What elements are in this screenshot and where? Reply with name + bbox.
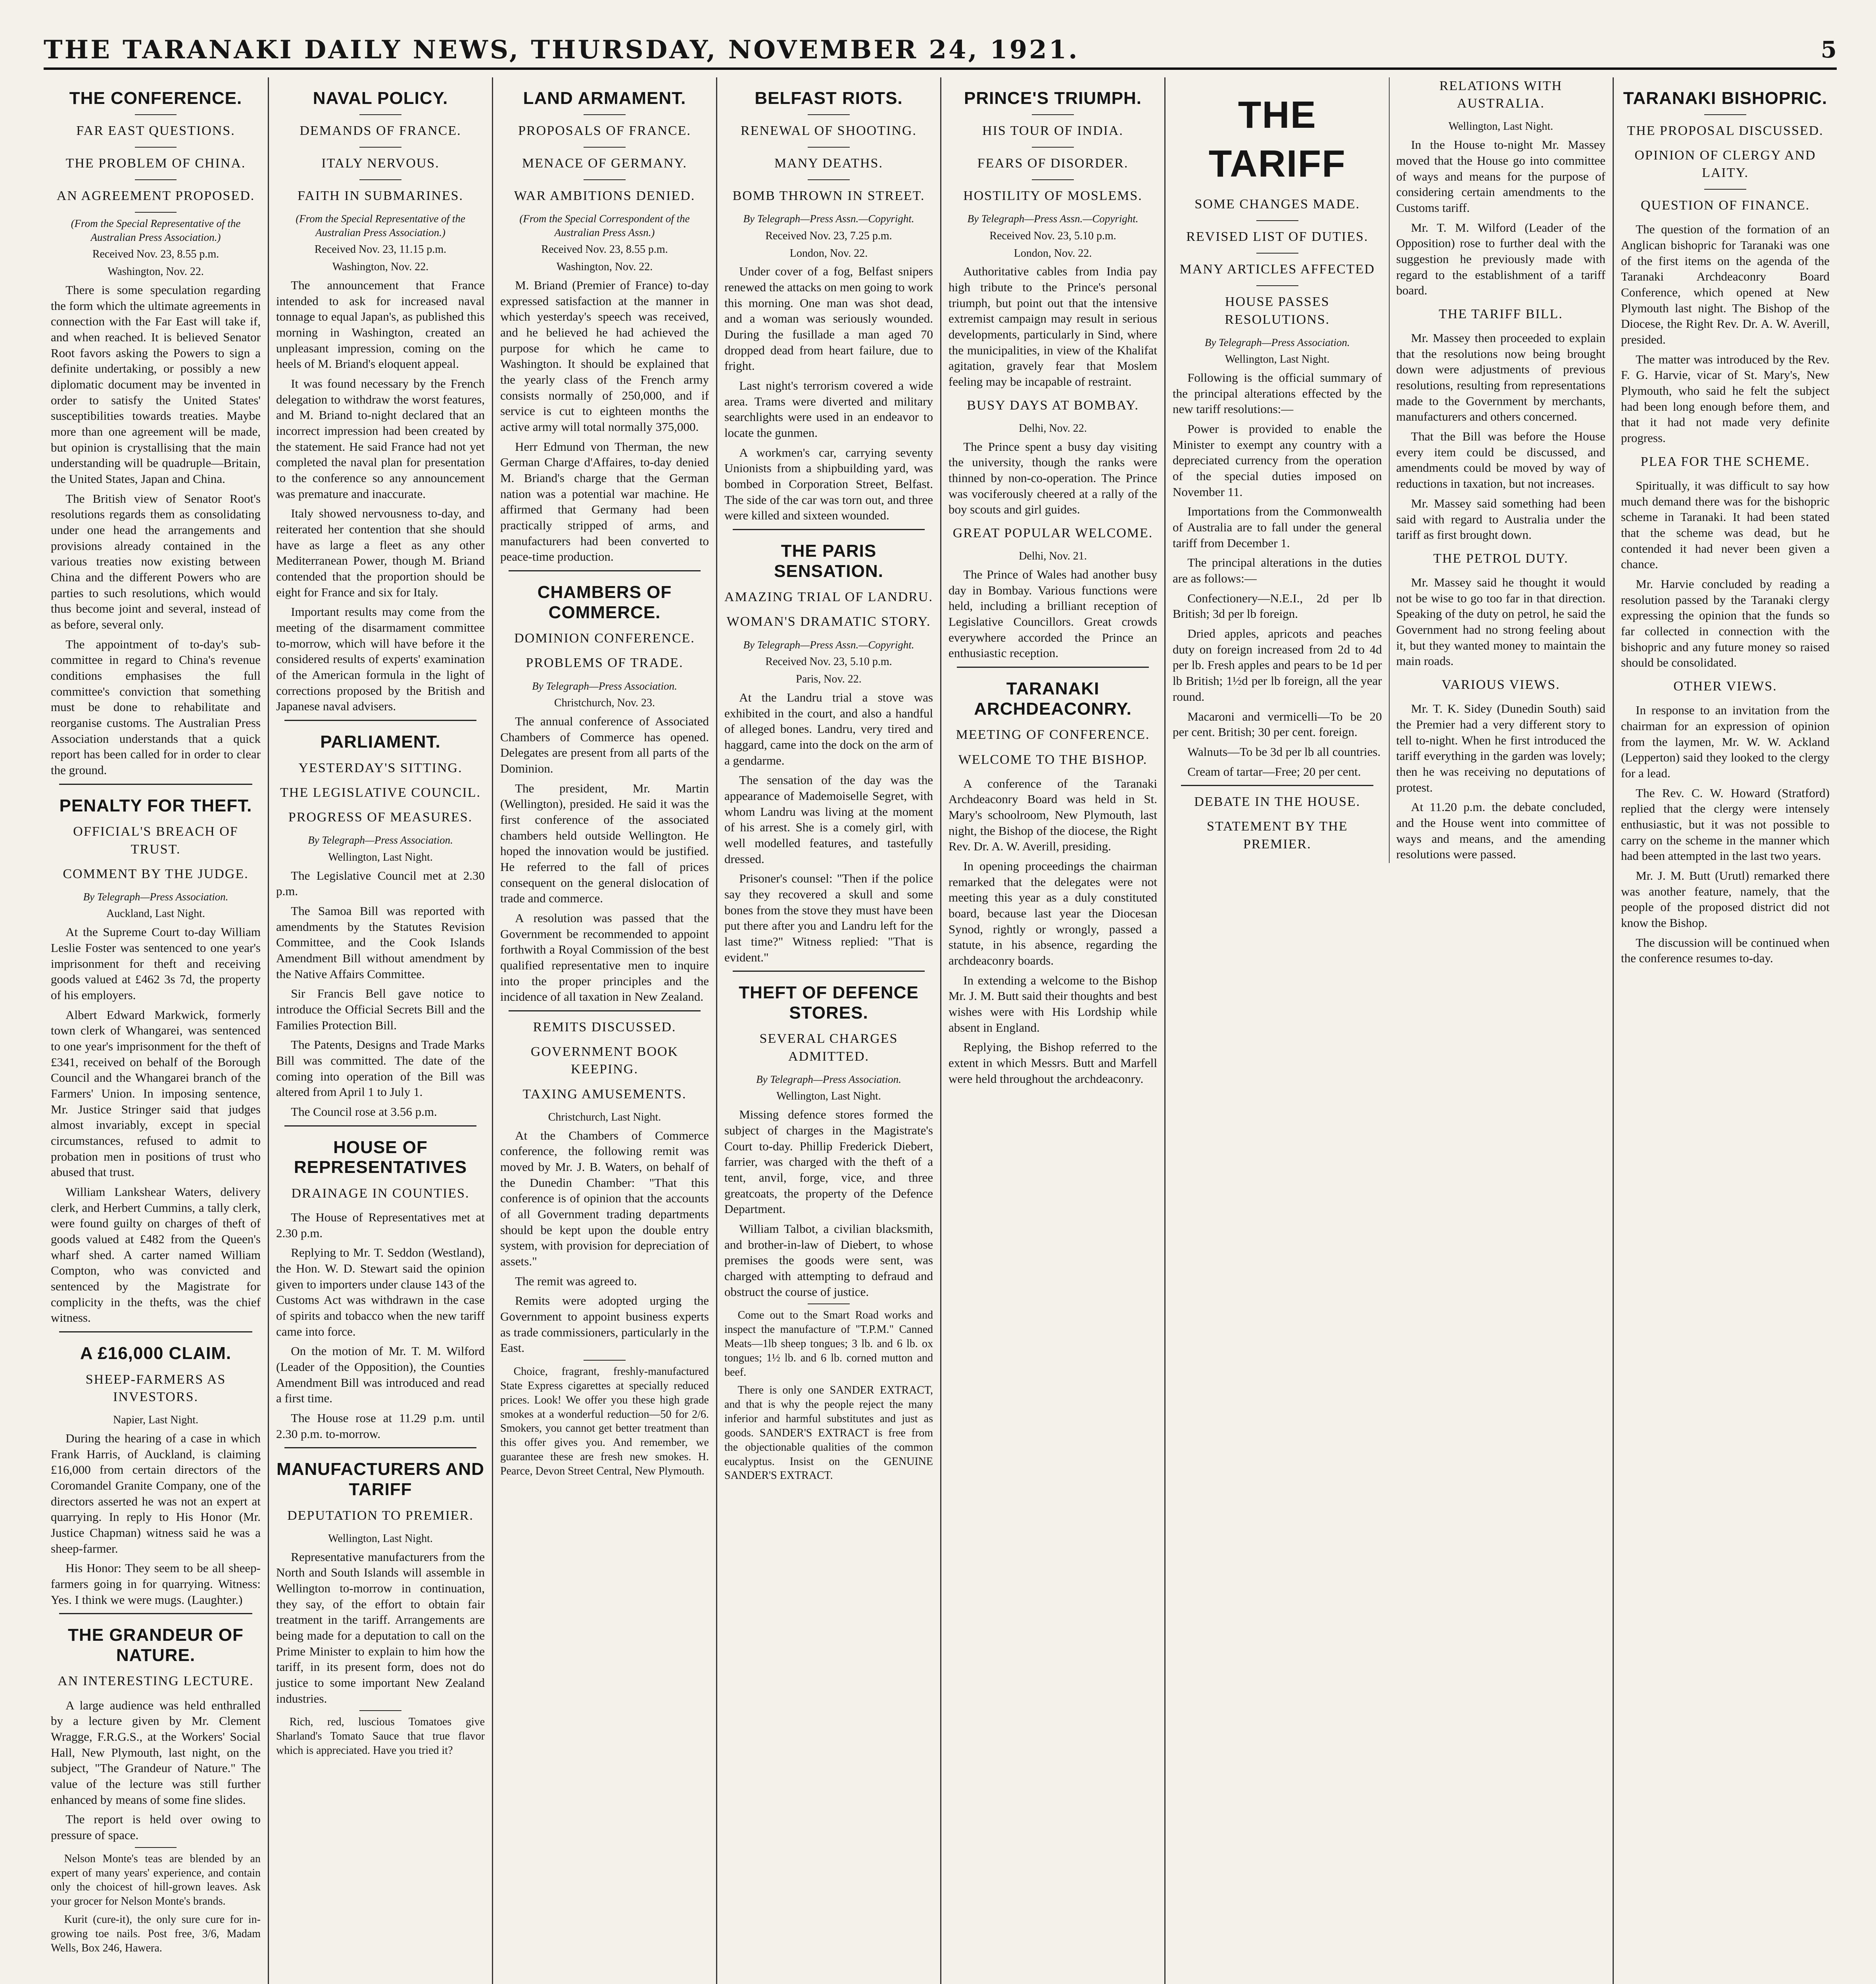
article-paragraph: Mr. Massey said he thought it would not be wise to go too far in that direction. Speaking of the duty on petrol, he said the Government had no strong feeling about it, but they wanted money to maintain the main roads. bbox=[1396, 575, 1605, 668]
headline-naval-policy: NAVAL POLICY. bbox=[313, 88, 448, 108]
article-paragraph: During the hearing of a case in which Frank Harris, of Auckland, is claiming £16,000 from certain directors of the Coromandel Granite Company, one of the directors asserted he was not an expert at quarrying. In reply to His Honor (Mr. Justice Chapman) witness said he was a sheep-farmer. bbox=[51, 1431, 261, 1555]
subhead: COMMENT BY THE JUDGE. bbox=[63, 866, 249, 881]
article-paragraph: Dried apples, apricots and peaches duty on foreign increased from 2d to 4d per lb. Fresh apples and pears to be 1d per lb British; 1½d per lb foreign, all the year round. bbox=[1173, 627, 1382, 704]
advertisement: Come out to the Smart Road works and inspect the manufacture of "T.P.M." Canned Meats—1lb sheep tongues; 3 lb. and 6 lb. ox tongues; 1½ lb. and 6 lb. corned mutton and beef. bbox=[724, 1309, 933, 1378]
divider bbox=[584, 114, 625, 115]
article-paragraph: A workmen's car, carrying seventy Unionists from a shipbuilding yard, was bombed in Corporation Street, Belfast. The side of the car was torn out, and three were killed and sixteen wounded. bbox=[724, 445, 933, 523]
subhead: MANY DEATHS. bbox=[774, 156, 883, 171]
divider bbox=[509, 1010, 701, 1011]
dateline: London, Nov. 22. bbox=[1014, 247, 1092, 260]
article-paragraph: The matter was introduced by the Rev. F. G. Harvie, vicar of St. Mary's, New Plymouth, who said he felt the subject had been long enough before them, and that it had not made very definite progress. bbox=[1621, 352, 1830, 445]
headline-princes-triumph: PRINCE'S TRIUMPH. bbox=[964, 88, 1142, 108]
divider bbox=[359, 1710, 401, 1711]
article-paragraph: Cream of tartar—Free; 20 per cent. bbox=[1187, 764, 1361, 779]
article-paragraph: The president, Mr. Martin (Wellington), presided. He said it was the first conference of the associated chambers held outside Wellington. He hoped the innovation would be justified. He referred to the fall of prices consequent on the general dislocation of trade and commerce. bbox=[500, 781, 709, 905]
subhead: REMITS DISCUSSED. bbox=[533, 1020, 676, 1035]
article-paragraph: The British view of Senator Root's resolutions regards them as consolidating under one head the arrangements and provisions already contained in the various treaties now existing between China and the different Powers who are parties to such resolutions, which would thus become joint and several, instead of as before, several only. bbox=[51, 491, 261, 632]
subhead: VARIOUS VIEWS. bbox=[1441, 677, 1560, 692]
headline-parliament: PARLIAMENT. bbox=[320, 732, 441, 752]
subhead: WOMAN'S DRAMATIC STORY. bbox=[726, 614, 931, 629]
subhead: OTHER VIEWS. bbox=[1673, 679, 1777, 694]
divider bbox=[135, 114, 177, 115]
article-paragraph: The discussion will be continued when the conference resumes to-day. bbox=[1621, 935, 1830, 965]
page-number: 5 bbox=[1820, 36, 1837, 63]
dateline: Wellington, Last Night. bbox=[1225, 353, 1330, 366]
divider bbox=[1032, 147, 1073, 148]
article-paragraph: Mr. T. K. Sidey (Dunedin South) said the Premier had a very different story to tell to-night. When he first introduced the tariff everything in the garden was lovely; then he was receiving no deputations of protest. bbox=[1396, 702, 1605, 794]
byline: By Telegraph—Press Association. bbox=[756, 1073, 901, 1085]
divider bbox=[733, 971, 925, 972]
subhead: PROBLEMS OF TRADE. bbox=[526, 656, 684, 671]
divider bbox=[284, 1125, 476, 1127]
headline-taranaki-archdeaconry: TARANAKI ARCHDEACONRY. bbox=[974, 679, 1132, 719]
divider bbox=[59, 1331, 252, 1332]
subhead: THE LEGISLATIVE COUNCIL. bbox=[280, 785, 481, 800]
subhead: DEMANDS OF FRANCE. bbox=[300, 123, 461, 138]
article-paragraph: Walnuts—To be 3d per lb all countries. bbox=[1187, 744, 1381, 759]
article-paragraph: The Rev. C. W. Howard (Stratford) replied that the clergy were intensely enthusiastic, but it was not possible to carry on the scheme in the manner which had been attempted in the last two years. bbox=[1621, 786, 1830, 863]
article-paragraph: At the Supreme Court to-day William Leslie Foster was sentenced to one year's imprisonment for theft and receiving goods valued at £462 3s 7d, the property of his employers. bbox=[51, 925, 261, 1002]
dateline: Christchurch, Nov. 23. bbox=[554, 697, 655, 709]
divider bbox=[1256, 253, 1298, 254]
subhead: FEARS OF DISORDER. bbox=[977, 156, 1129, 171]
subhead: THE PROPOSAL DISCUSSED. bbox=[1627, 123, 1824, 138]
article-paragraph: Representative manufacturers from the North and South Islands will assemble in Wellington to-morrow in continuation, they say, of the effort to obtain fair treatment in the tariff. Arrangements are being made for a deputation to call on the Prime Minister to explain to him how the tariff, in its present form, does not do justice to some important New Zealand industries. bbox=[276, 1550, 485, 1705]
article-paragraph: The Patents, Designs and Trade Marks Bill was committed. The date of the coming into operation of the Bill was altered from April 1 to July 1. bbox=[276, 1038, 485, 1099]
divider bbox=[584, 1360, 625, 1361]
subhead: OFFICIAL'S BREACH OF TRUST. bbox=[73, 824, 238, 857]
subhead: PLEA FOR THE SCHEME. bbox=[1640, 454, 1810, 469]
subhead: MEETING OF CONFERENCE. bbox=[956, 727, 1150, 742]
article-paragraph: The Legislative Council met at 2.30 p.m. bbox=[276, 868, 485, 898]
article-paragraph: The House rose at 11.29 p.m. until 2.30 p.m. to-morrow. bbox=[276, 1411, 485, 1441]
article-paragraph: Prisoner's counsel: "Then if the police say they recovered a skull and some bones from the stove they must have been put there after you and Landru left for the last time?" Witness replied: "That is evident." bbox=[724, 871, 933, 964]
article-paragraph: Mr. Massey then proceeded to explain that the resolutions now being brought down were adjustments of previous resolutions, resulting from representations made to the Government by merchants, manufacturers and others concerned. bbox=[1396, 331, 1605, 424]
divider bbox=[1704, 189, 1746, 190]
byline: By Telegraph—Press Association. bbox=[83, 890, 228, 903]
headline-theft-of-defence-stores: THEFT OF DEFENCE STORES. bbox=[739, 983, 919, 1023]
article-paragraph: There is some speculation regarding the form which the ultimate agreements in connection with the Far East will take if, and when reached. It is believed Senator Root favors asking the Powers to sign a definite undertaking, or possibly a new diplomatic document may be invented in order to satisfy the United States' susceptibilities towards treaties. Maybe more than one agreement will be made, but opinion is crystallising that the main understanding will be quadruple—Britain, the United States, Japan and China. bbox=[51, 283, 261, 486]
subhead: SEVERAL CHARGES ADMITTED. bbox=[759, 1031, 898, 1064]
subhead: MENACE OF GERMANY. bbox=[522, 156, 687, 171]
divider bbox=[1704, 114, 1746, 115]
divider bbox=[733, 529, 925, 530]
divider bbox=[808, 1303, 849, 1304]
column-land-armament bbox=[492, 77, 716, 1984]
columns bbox=[44, 77, 1837, 1984]
byline: (From the Special Correspondent of the Australian Press Assn.) bbox=[519, 213, 690, 238]
headline-belfast-riots: BELFAST RIOTS. bbox=[755, 88, 903, 108]
headline-grandeur-of-nature: THE GRANDEUR OF NATURE. bbox=[68, 1625, 244, 1665]
subhead: HOSTILITY OF MOSLEMS. bbox=[963, 188, 1142, 203]
divider bbox=[1181, 785, 1373, 786]
subhead: BOMB THROWN IN STREET. bbox=[732, 188, 925, 203]
advertisement: There is only one SANDER EXTRACT, and that is why the people reject the many inferior and harmful substitutes and just as goods. SANDER'S EXTRACT is free from the objectionable qualities of the common eucalyptus. Insist on the GENUINE SANDER'S EXTRACT. bbox=[724, 1384, 933, 1482]
received-line: Received Nov. 23, 11.15 p.m. bbox=[314, 243, 447, 256]
article-paragraph: It was found necessary by the French delegation to withdraw the worst features, and M. Briand to-night declared that an incorrect impression had been created by the statement. He said France had not yet completed the naval plan for presentation to the conference so any announcement was premature and inaccurate. bbox=[276, 376, 485, 501]
article-paragraph: Mr. J. M. Butt (Urutl) remarked there was another feature, namely, that the people of the proposed district did not know the Bishop. bbox=[1621, 868, 1830, 930]
divider bbox=[359, 179, 401, 180]
article-paragraph: Last night's terrorism covered a wide area. Trams were diverted and military searchlights were used in an endeavor to locate the gunmen. bbox=[724, 379, 933, 440]
divider bbox=[808, 179, 849, 180]
subhead: THE TARIFF BILL. bbox=[1438, 306, 1563, 321]
column-conference bbox=[44, 77, 268, 1984]
received-line: Received Nov. 23, 8.55 p.m. bbox=[92, 248, 219, 261]
dateline: Wellington, Last Night. bbox=[776, 1090, 881, 1103]
received-line: Received Nov. 23, 5.10 p.m. bbox=[989, 229, 1116, 242]
divider bbox=[135, 147, 177, 148]
masthead-title: THE TARANAKI DAILY NEWS, THURSDAY, NOVEMBER 24, 1921. bbox=[44, 35, 1079, 65]
headline-penalty-for-theft: PENALTY FOR THEFT. bbox=[59, 796, 252, 815]
article-paragraph: Italy showed nervousness to-day, and reiterated her contention that she should have as large a fleet as any other Mediterranean Power, though M. Briand contended that the proportion should be eight for France and six for Italy. bbox=[276, 506, 485, 599]
byline: By Telegraph—Press Association. bbox=[1204, 336, 1350, 348]
subhead: PROPOSALS OF FRANCE. bbox=[518, 123, 691, 138]
divider bbox=[1032, 114, 1073, 115]
article-paragraph: The appointment of to-day's sub-committee in regard to China's revenue conditions emphasises the full committee's conviction that something must be done to rehabilitate and reorganise customs. The Australian Press Association understands that a quick report has been called for in order to clear the ground. bbox=[51, 637, 261, 777]
column-taranaki-bishopric bbox=[1613, 77, 1837, 1984]
subhead: HIS TOUR OF INDIA. bbox=[982, 123, 1123, 138]
headline-paris-sensation: THE PARIS SENSATION. bbox=[774, 541, 883, 581]
article-paragraph: The report is held over owing to pressure of space. bbox=[51, 1812, 261, 1842]
byline: (From the Special Representative of the Australian Press Association.) bbox=[296, 213, 465, 238]
byline: By Telegraph—Press Association. bbox=[308, 834, 453, 846]
article-paragraph: The Prince spent a busy day visiting the university, though the ranks were thinned by non-co-operation. The Prince was vociferously cheered at a rally of the boy scouts and girl guides. bbox=[949, 439, 1157, 517]
article-paragraph: That the Bill was before the House every item could be discussed, and amendments could be moved by way of reductions in taxation, but not increases. bbox=[1396, 429, 1605, 491]
article-paragraph: M. Briand (Premier of France) to-day expressed satisfaction at the manner in which yesterday's speech was received, and he believed he had achieved the purpose for which he came to Washington. It should be explained that the yearly class of the French army consists normally of 250,000, and if service is cut to eighteen months the active army will total normally 375,000. bbox=[500, 278, 709, 434]
subhead: SOME CHANGES MADE. bbox=[1194, 196, 1360, 211]
article-paragraph: A conference of the Taranaki Archdeaconry Board was held in St. Mary's schoolroom, New Plymouth, last night, the Bishop of the diocese, the Right Rev. Dr. A. W. Averill, presiding. bbox=[949, 776, 1157, 854]
subhead: RENEWAL OF SHOOTING. bbox=[741, 123, 917, 138]
article-paragraph: A large audience was held enthralled by a lecture given by Mr. Clement Wragge, F.R.G.S., at the Workers' Social Hall, New Plymouth, last night, on the subject, "The Grandeur of Nature." The value of the lecture was still further enhanced by means of some fine slides. bbox=[51, 1698, 261, 1807]
subhead: DEBATE IN THE HOUSE. bbox=[1194, 794, 1361, 809]
advertisement: Kurit (cure-it), the only sure cure for in-growing toe nails. Post free, 3/6, Madam Wells, Box 246, Hawera. bbox=[51, 1913, 261, 1954]
headline-claim: A £16,000 CLAIM. bbox=[80, 1344, 232, 1363]
article-paragraph: Confectionery—N.E.I., 2d per lb British; 3d per lb foreign. bbox=[1173, 591, 1382, 621]
dateline: Christchurch, Last Night. bbox=[548, 1111, 661, 1123]
article-paragraph: Herr Edmund von Therman, the new German Charge d'Affaires, to-day denied M. Briand's charge that the German nation was a potential war machine. He affirmed that Germany had been practically stripped of arms, and manufacturers had been converted to peace-time production. bbox=[500, 439, 709, 564]
subhead: DRAINAGE IN COUNTIES. bbox=[291, 1186, 470, 1201]
divider bbox=[59, 784, 252, 785]
article-paragraph: Authoritative cables from India pay high tribute to the Prince's personal triumph, but point out that the intensive extremist campaign may result in serious developments, particularly in Sind, where the municipalities, in view of the Khalifat agitation, gravely fear that Moslem feeling may be incapable of restraint. bbox=[949, 264, 1157, 389]
article-paragraph: At 11.20 p.m. the debate concluded, and the House went into committee of ways and means, and the amending resolutions were passed. bbox=[1396, 800, 1605, 861]
article-paragraph: Mr. Harvie concluded by reading a resolution passed by the Taranaki clergy expressing the opinion that the funds so far collected in connection with the bishopric and any future money so raised should be consolidated. bbox=[1621, 577, 1830, 670]
subhead: WELCOME TO THE BISHOP. bbox=[958, 752, 1148, 767]
article-paragraph: Replying, the Bishop referred to the extent in which Messrs. Butt and Marfell were held throughout the archdeaconry. bbox=[949, 1040, 1157, 1086]
divider bbox=[359, 114, 401, 115]
article-paragraph: Following is the official summary of the principal alterations effected by the new tariff resolutions:— bbox=[1173, 371, 1382, 416]
article-paragraph: Missing defence stores formed the subject of charges in the Magistrate's Court to-day. Phillip Frederick Diebert, farrier, was charged with the theft of a tent, anvil, forge, vice, and three greatcoats, the property of the Defence Department. bbox=[724, 1107, 933, 1216]
received-line: Received Nov. 23, 5.10 p.m. bbox=[765, 656, 892, 668]
divider bbox=[359, 147, 401, 148]
article-paragraph: Important results may come from the meeting of the disarmament committee to-morrow, which will have before it the considered results of experts' examination of the American formula in the light of corrections proposed by the British and Japanese naval advisers. bbox=[276, 605, 485, 713]
article-paragraph: At the Chambers of Commerce conference, the following remit was moved by Mr. J. B. Waters, on behalf of the Dunedin Chamber: "That this conference is of opinion that the accounts of all Government trading departments should be kept upon the double entry system, with provision for depreciation of assets." bbox=[500, 1128, 709, 1268]
dateline: London, Nov. 22. bbox=[789, 247, 868, 260]
subhead: PROGRESS OF MEASURES. bbox=[288, 810, 473, 825]
article-paragraph: On the motion of Mr. T. M. Wilford (Leader of the Opposition), the Counties Amendment Bill was introduced and read a first time. bbox=[276, 1344, 485, 1405]
received-line: Received Nov. 23, 8.55 p.m. bbox=[541, 243, 668, 256]
divider bbox=[808, 147, 849, 148]
advertisement: Nelson Monte's teas are blended by an expert of many years' experience, and contain only the choicest of hill-grown leaves. Ask your grocer for Nelson Monte's brands. bbox=[51, 1852, 261, 1908]
divider bbox=[808, 114, 849, 115]
subhead: STATEMENT BY THE PREMIER. bbox=[1207, 819, 1348, 852]
headline-manufacturers-and-tariff: MANUFACTURERS AND TARIFF bbox=[277, 1459, 484, 1500]
article-paragraph: The Council rose at 3.56 p.m. bbox=[291, 1104, 437, 1119]
article-paragraph: The Prince of Wales had another busy day in Bombay. Various functions were held, including a brilliant reception of Legislative Councillors. Great crowds everywhere accorded the Prince an enthusiastic reception. bbox=[949, 567, 1157, 660]
article-paragraph: The House of Representatives met at 2.30 p.m. bbox=[276, 1210, 485, 1240]
byline: By Telegraph—Press Assn.—Copyright. bbox=[967, 213, 1139, 225]
headline-taranaki-bishopric: TARANAKI BISHOPRIC. bbox=[1623, 88, 1828, 108]
article-paragraph: William Lankshear Waters, delivery clerk, and Herbert Cummins, a tally clerk, were found guilty on charges of theft of goods valued at £482 from the Queen's wharf shed. A carter named William Compton, who was convicted and sentenced by the Magistrate for complicity in the thefts, was the chief witness. bbox=[51, 1185, 261, 1325]
dateline: Washington, Nov. 22. bbox=[108, 265, 204, 278]
article-paragraph: Power is provided to enable the Minister to exempt any country with a depreciated currency from the operation of the special duties imposed on November 11. bbox=[1173, 422, 1382, 499]
masthead bbox=[44, 32, 1837, 70]
headline-chambers-of-commerce: CHAMBERS OF COMMERCE. bbox=[537, 583, 672, 622]
divider bbox=[1256, 285, 1298, 286]
divider bbox=[59, 1613, 252, 1614]
subhead: AMAZING TRIAL OF LANDRU. bbox=[724, 590, 933, 605]
article-paragraph: The remit was agreed to. bbox=[515, 1274, 637, 1288]
headline-house-of-representatives: HOUSE OF REPRESENTATIVES bbox=[294, 1137, 467, 1177]
dateline: Wellington, Last Night. bbox=[1448, 120, 1553, 133]
subhead: THE PROBLEM OF CHINA. bbox=[65, 156, 246, 171]
article-paragraph: Mr. T. M. Wilford (Leader of the Opposition) rose to further deal with the suggestion he previously made with regard to the establishment of a tariff board. bbox=[1396, 220, 1605, 298]
subhead: BUSY DAYS AT BOMBAY. bbox=[967, 398, 1139, 413]
column-the-tariff bbox=[1164, 77, 1613, 1984]
article-paragraph: At the Landru trial a stove was exhibited in the court, and also a handful of alleged bones. Landru, very tired and haggard, came into the dock on the arm of a gendarme. bbox=[724, 690, 933, 767]
subhead: OPINION OF CLERGY AND LAITY. bbox=[1634, 148, 1816, 180]
article-paragraph: Mr. Massey said something had been said with regard to Australia under the tariff as first brought down. bbox=[1396, 496, 1605, 542]
article-paragraph: Replying to Mr. T. Seddon (Westland), the Hon. W. D. Stewart said the opinion given to importers under clause 143 of the Customs Act was withdrawn in the case of spirits and tobacco when the new tariff came into force. bbox=[276, 1246, 485, 1338]
dateline: Delhi, Nov. 22. bbox=[1019, 422, 1087, 434]
subhead: AN AGREEMENT PROPOSED. bbox=[56, 188, 255, 203]
subhead: DOMINION CONFERENCE. bbox=[514, 631, 695, 646]
dateline: Wellington, Last Night. bbox=[328, 1532, 433, 1545]
article-paragraph: In opening proceedings the chairman remarked that the delegates were not meeting this year as a duly constituted board, because last year the Diocesan Synod, rightly or wrongly, passed a statute, in his absence, regarding the archdeaconry boards. bbox=[949, 859, 1157, 968]
divider bbox=[584, 147, 625, 148]
subhead: FAR EAST QUESTIONS. bbox=[76, 123, 235, 138]
headline-land-armament: LAND ARMAMENT. bbox=[523, 88, 686, 108]
dateline: Delhi, Nov. 21. bbox=[1019, 550, 1087, 563]
article-paragraph: Importations from the Commonwealth of Australia are to fall under the general tariff from December 1. bbox=[1173, 504, 1382, 550]
subhead: RELATIONS WITH AUSTRALIA. bbox=[1439, 79, 1563, 111]
article-paragraph: Albert Edward Markwick, formerly town clerk of Whangarei, was sentenced to one year's imprisonment for the theft of £341, received on behalf of the Borough Council and the Whangarei branch of the Farmers' Union. In imposing sentence, Mr. Justice Stringer said that judges almost invariably, except in special circumstances, refused to admit to probation men in positions of trust who abused that trust. bbox=[51, 1007, 261, 1179]
article-paragraph: Spiritually, it was difficult to say how much demand there was for the bishopric scheme in Taranaki. It had been stated that the scheme was dead, but he contended it had never been given a chance. bbox=[1621, 478, 1830, 571]
byline: (From the Special Representative of the Australian Press Association.) bbox=[71, 217, 241, 243]
divider bbox=[957, 667, 1149, 668]
divider bbox=[1032, 179, 1073, 180]
byline: By Telegraph—Press Assn.—Copyright. bbox=[743, 638, 914, 651]
article-paragraph: A resolution was passed that the Government be recommended to appoint forthwith a Royal Commission of the best qualified representative men to inquire into the proper principles and the incidence of all taxation in New Zealand. bbox=[500, 911, 709, 1004]
column-belfast-riots bbox=[716, 77, 940, 1984]
article-paragraph: In extending a welcome to the Bishop Mr. J. M. Butt said their thoughts and best wishes were with His Lordship while absent in England. bbox=[949, 973, 1157, 1034]
article-paragraph: Macaroni and vermicelli—To be 20 per cent. British; 30 per cent. foreign. bbox=[1173, 709, 1382, 739]
headline-the-tariff: THE TARIFF bbox=[1208, 94, 1346, 185]
subhead: THE PETROL DUTY. bbox=[1433, 551, 1569, 566]
article-paragraph: Under cover of a fog, Belfast snipers renewed the attacks on men going to work this morning. One man was shot dead, and a woman was seriously wounded. During the fusillade a man aged 70 dropped dead from heart failure, due to fright. bbox=[724, 264, 933, 373]
received-line: Received Nov. 23, 7.25 p.m. bbox=[765, 229, 892, 242]
article-paragraph: Sir Francis Bell gave notice to introduce the Official Secrets Bill and the Families Protection Bill. bbox=[276, 986, 485, 1032]
divider bbox=[135, 179, 177, 180]
divider bbox=[135, 1847, 177, 1848]
subhead: TAXING AMUSEMENTS. bbox=[522, 1086, 687, 1102]
headline-conference: THE CONFERENCE. bbox=[69, 88, 242, 108]
article-paragraph: The announcement that France intended to ask for increased naval tonnage to equal Japan's, as published this morning in Washington, created an unpleasant impression, coming on the heels of M. Briand's eloquent appeal. bbox=[276, 278, 485, 371]
subhead: WAR AMBITIONS DENIED. bbox=[514, 188, 695, 203]
dateline: Washington, Nov. 22. bbox=[556, 261, 653, 273]
subhead: GREAT POPULAR WELCOME. bbox=[952, 526, 1153, 541]
subhead: ITALY NERVOUS. bbox=[321, 156, 440, 171]
subhead: FAITH IN SUBMARINES. bbox=[297, 188, 464, 203]
divider bbox=[1256, 220, 1298, 221]
subhead: DEPUTATION TO PREMIER. bbox=[287, 1508, 474, 1523]
subhead: QUESTION OF FINANCE. bbox=[1640, 198, 1810, 213]
subhead: REVISED LIST OF DUTIES. bbox=[1186, 229, 1369, 244]
article-paragraph: The sensation of the day was the appearance of Mademoiselle Segret, with whom Landru was living at the moment of his arrest. She is a comely girl, with well modelled features, and tastefully dressed. bbox=[724, 773, 933, 866]
article-paragraph: In the House to-night Mr. Massey moved that the House go into committee of ways and means for the purpose of considering certain amendments to the Customs tariff. bbox=[1396, 138, 1605, 215]
divider bbox=[509, 570, 701, 571]
article-paragraph: Remits were adopted urging the Government to appoint business experts as trade commissioners, particularly in the East. bbox=[500, 1294, 709, 1355]
column-naval-policy bbox=[268, 77, 492, 1984]
subhead: MANY ARTICLES AFFECTED bbox=[1179, 262, 1375, 277]
divider bbox=[584, 179, 625, 180]
dateline: Napier, Last Night. bbox=[113, 1414, 199, 1426]
subhead: HOUSE PASSES RESOLUTIONS. bbox=[1225, 294, 1330, 327]
article-paragraph: The question of the formation of an Anglican bishopric for Taranaki was one of the first items on the agenda of the Taranaki Archdeaconry Board Conference, which opened at New Plymouth last night. The Bishop of the Diocese, the Right Rev. Dr. A. W. Averill, presided. bbox=[1621, 222, 1830, 347]
byline: By Telegraph—Press Association. bbox=[532, 680, 677, 692]
byline: By Telegraph—Press Assn.—Copyright. bbox=[743, 213, 914, 225]
article-paragraph: In response to an invitation from the chairman for an expression of opinion from the laymen, Mr. W. W. Ackland (Lepperton) said they looked to the clergy for a lead. bbox=[1621, 703, 1830, 780]
advertisement: Choice, fragrant, freshly-manufactured State Express cigarettes at specially reduced prices. Look! We offer you these high grade smokes at a wonderful reduction—50 for 2/6. Smokers, you cannot get better treatment than this offer gives you. And remember, we guarantee these are fresh new smokes. H. Pearce, Devon Street Central, New Plymouth. bbox=[500, 1365, 709, 1477]
divider bbox=[135, 212, 177, 213]
article-paragraph: The annual conference of Associated Chambers of Commerce has opened. Delegates are present from all parts of the Dominion. bbox=[500, 714, 709, 775]
dateline: Washington, Nov. 22. bbox=[332, 261, 429, 273]
tariff-article bbox=[1173, 77, 1605, 863]
dateline: Paris, Nov. 22. bbox=[796, 673, 862, 686]
dateline: Wellington, Last Night. bbox=[328, 851, 433, 863]
dateline: Auckland, Last Night. bbox=[106, 907, 205, 920]
subhead: AN INTERESTING LECTURE. bbox=[58, 1674, 254, 1689]
divider bbox=[284, 1447, 476, 1448]
subhead: SHEEP-FARMERS AS INVESTORS. bbox=[85, 1372, 226, 1404]
advertisement: Rich, red, luscious Tomatoes give Sharland's Tomato Sauce that true flavor which is appreciated. Have you tried it? bbox=[276, 1716, 485, 1757]
article-paragraph: William Talbot, a civilian blacksmith, and brother-in-law of Diebert, to whose premises the goods were sent, was charged with attempting to defraud and obstruct the course of justice. bbox=[724, 1221, 933, 1299]
article-paragraph: His Honor: They seem to be all sheep-farmers going in for quarrying. Witness: Yes. I think we were mugs. (Laughter.) bbox=[51, 1561, 261, 1607]
article-paragraph: The principal alterations in the duties are as follows:— bbox=[1173, 556, 1382, 586]
subhead: YESTERDAY'S SITTING. bbox=[298, 760, 463, 775]
divider bbox=[284, 720, 476, 721]
subhead: GOVERNMENT BOOK KEEPING. bbox=[530, 1044, 679, 1077]
column-princes-triumph bbox=[940, 77, 1164, 1984]
article-paragraph: The Samoa Bill was reported with amendments by the Statutes Revision Committee, and the Cook Islands Amendment Bill without amendment by the Native Affairs Committee. bbox=[276, 904, 485, 981]
